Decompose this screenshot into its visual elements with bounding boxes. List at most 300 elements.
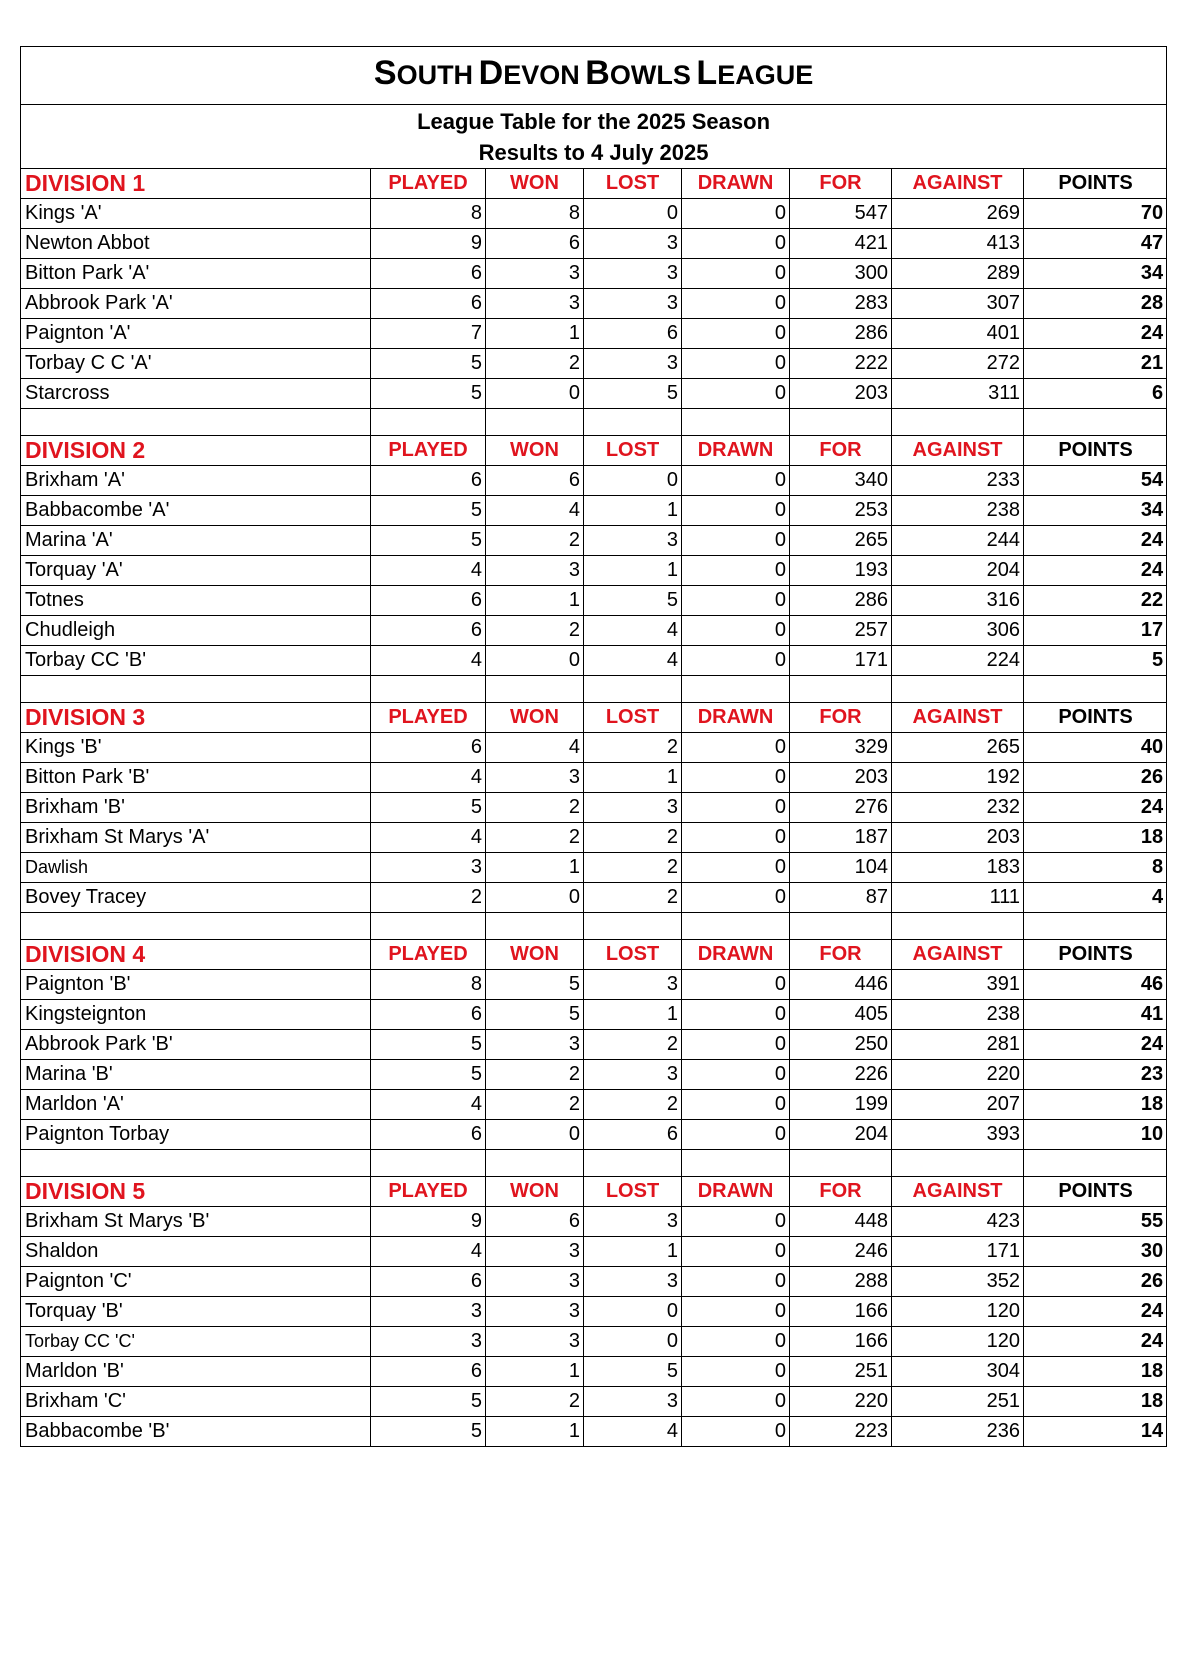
- team-name: Abbrook Park 'B': [21, 1030, 371, 1060]
- column-header-points: POINTS: [1024, 436, 1167, 466]
- column-header-against: AGAINST: [892, 940, 1024, 970]
- title-smallcaps: OWLS: [609, 60, 691, 90]
- cell-points: 18: [1024, 1387, 1167, 1417]
- cell-against: 204: [892, 556, 1024, 586]
- team-name: Brixham 'A': [21, 466, 371, 496]
- table-row: [21, 970, 1167, 1000]
- column-header-for: FOR: [790, 940, 892, 970]
- cell-drawn: 0: [682, 646, 790, 676]
- cell-against: 413: [892, 229, 1024, 259]
- cell-points: 41: [1024, 1000, 1167, 1030]
- cell-against: 304: [892, 1357, 1024, 1387]
- spacer-cell: [486, 1150, 584, 1177]
- column-header-for: FOR: [790, 703, 892, 733]
- cell-played: 6: [371, 1120, 486, 1150]
- cell-for: 104: [790, 853, 892, 883]
- cell-won: 3: [486, 1030, 584, 1060]
- spacer-cell: [892, 676, 1024, 703]
- table-row: [21, 349, 1167, 379]
- cell-drawn: 0: [682, 319, 790, 349]
- cell-points: 40: [1024, 733, 1167, 763]
- cell-against: 352: [892, 1267, 1024, 1297]
- cell-lost: 0: [584, 1297, 682, 1327]
- cell-against: 423: [892, 1207, 1024, 1237]
- cell-won: 1: [486, 586, 584, 616]
- cell-won: 2: [486, 1387, 584, 1417]
- cell-against: 192: [892, 763, 1024, 793]
- cell-lost: 1: [584, 1237, 682, 1267]
- cell-drawn: 0: [682, 1030, 790, 1060]
- table-row: [21, 1000, 1167, 1030]
- cell-for: 250: [790, 1030, 892, 1060]
- team-name: Torquay 'B': [21, 1297, 371, 1327]
- team-name: Torbay CC 'C': [21, 1327, 371, 1357]
- cell-drawn: 0: [682, 466, 790, 496]
- cell-points: 26: [1024, 1267, 1167, 1297]
- division-header-row: [21, 436, 1167, 466]
- cell-against: 251: [892, 1387, 1024, 1417]
- cell-drawn: 0: [682, 289, 790, 319]
- cell-drawn: 0: [682, 259, 790, 289]
- cell-won: 1: [486, 1417, 584, 1447]
- cell-against: 111: [892, 883, 1024, 913]
- table-row: [21, 1207, 1167, 1237]
- cell-points: 18: [1024, 1090, 1167, 1120]
- column-header-played: PLAYED: [371, 436, 486, 466]
- cell-for: 547: [790, 199, 892, 229]
- spacer-cell: [486, 913, 584, 940]
- results-date: Results to 4 July 2025: [21, 138, 1167, 169]
- cell-for: 446: [790, 970, 892, 1000]
- column-header-drawn: DRAWN: [682, 940, 790, 970]
- column-header-lost: LOST: [584, 169, 682, 199]
- cell-played: 3: [371, 1327, 486, 1357]
- cell-played: 4: [371, 763, 486, 793]
- cell-for: 405: [790, 1000, 892, 1030]
- cell-played: 8: [371, 199, 486, 229]
- cell-played: 6: [371, 1267, 486, 1297]
- spacer-cell: [1024, 676, 1167, 703]
- cell-played: 8: [371, 970, 486, 1000]
- cell-drawn: 0: [682, 586, 790, 616]
- cell-played: 6: [371, 586, 486, 616]
- cell-played: 4: [371, 646, 486, 676]
- league-table: [20, 46, 1167, 1447]
- cell-played: 5: [371, 349, 486, 379]
- cell-played: 5: [371, 1417, 486, 1447]
- cell-drawn: 0: [682, 1120, 790, 1150]
- cell-lost: 0: [584, 1327, 682, 1357]
- cell-played: 6: [371, 259, 486, 289]
- cell-lost: 4: [584, 616, 682, 646]
- cell-drawn: 0: [682, 1237, 790, 1267]
- column-header-drawn: DRAWN: [682, 169, 790, 199]
- division-name: DIVISION 3: [21, 703, 371, 733]
- cell-points: 24: [1024, 1030, 1167, 1060]
- spacer-cell: [21, 913, 371, 940]
- cell-against: 224: [892, 646, 1024, 676]
- cell-lost: 3: [584, 970, 682, 1000]
- team-name: Marldon 'B': [21, 1357, 371, 1387]
- cell-drawn: 0: [682, 379, 790, 409]
- spacer-cell: [790, 409, 892, 436]
- cell-against: 393: [892, 1120, 1024, 1150]
- column-header-points: POINTS: [1024, 1177, 1167, 1207]
- cell-points: 55: [1024, 1207, 1167, 1237]
- column-header-played: PLAYED: [371, 1177, 486, 1207]
- cell-played: 6: [371, 733, 486, 763]
- column-header-for: FOR: [790, 1177, 892, 1207]
- title-initial: B: [585, 54, 610, 92]
- cell-points: 23: [1024, 1060, 1167, 1090]
- cell-drawn: 0: [682, 616, 790, 646]
- cell-played: 3: [371, 853, 486, 883]
- column-header-drawn: DRAWN: [682, 1177, 790, 1207]
- cell-drawn: 0: [682, 823, 790, 853]
- cell-points: 24: [1024, 1297, 1167, 1327]
- cell-for: 329: [790, 733, 892, 763]
- cell-against: 120: [892, 1327, 1024, 1357]
- cell-played: 4: [371, 1090, 486, 1120]
- cell-for: 226: [790, 1060, 892, 1090]
- cell-against: 236: [892, 1417, 1024, 1447]
- column-header-won: WON: [486, 940, 584, 970]
- division-header-row: [21, 940, 1167, 970]
- cell-lost: 5: [584, 586, 682, 616]
- cell-lost: 2: [584, 853, 682, 883]
- cell-lost: 1: [584, 1000, 682, 1030]
- cell-against: 207: [892, 1090, 1024, 1120]
- cell-won: 2: [486, 1060, 584, 1090]
- cell-won: 8: [486, 199, 584, 229]
- cell-won: 3: [486, 1327, 584, 1357]
- cell-drawn: 0: [682, 1267, 790, 1297]
- table-row: [21, 379, 1167, 409]
- table-row: [21, 883, 1167, 913]
- column-header-lost: LOST: [584, 703, 682, 733]
- team-name: Abbrook Park 'A': [21, 289, 371, 319]
- league-sheet: [20, 46, 1166, 1447]
- spacer-cell: [682, 676, 790, 703]
- cell-won: 0: [486, 1120, 584, 1150]
- cell-for: 286: [790, 319, 892, 349]
- table-row: [21, 229, 1167, 259]
- column-header-against: AGAINST: [892, 169, 1024, 199]
- cell-points: 46: [1024, 970, 1167, 1000]
- division-header-row: [21, 703, 1167, 733]
- cell-drawn: 0: [682, 1417, 790, 1447]
- column-header-played: PLAYED: [371, 703, 486, 733]
- team-name: Paignton Torbay: [21, 1120, 371, 1150]
- cell-won: 1: [486, 853, 584, 883]
- cell-for: 220: [790, 1387, 892, 1417]
- column-header-against: AGAINST: [892, 703, 1024, 733]
- cell-drawn: 0: [682, 970, 790, 1000]
- cell-lost: 1: [584, 556, 682, 586]
- cell-points: 24: [1024, 319, 1167, 349]
- cell-played: 5: [371, 793, 486, 823]
- cell-against: 391: [892, 970, 1024, 1000]
- cell-lost: 4: [584, 646, 682, 676]
- spacer-cell: [1024, 1150, 1167, 1177]
- team-name: Newton Abbot: [21, 229, 371, 259]
- spacer-row: [21, 676, 1167, 703]
- cell-points: 18: [1024, 823, 1167, 853]
- title-smallcaps: OUTH: [396, 60, 474, 90]
- team-name: Marldon 'A': [21, 1090, 371, 1120]
- cell-lost: 3: [584, 1267, 682, 1297]
- cell-lost: 4: [584, 1417, 682, 1447]
- cell-lost: 3: [584, 229, 682, 259]
- team-name: Dawlish: [21, 853, 371, 883]
- spacer-cell: [682, 913, 790, 940]
- table-row: [21, 853, 1167, 883]
- cell-against: 120: [892, 1297, 1024, 1327]
- column-header-won: WON: [486, 169, 584, 199]
- spacer-cell: [584, 913, 682, 940]
- cell-drawn: 0: [682, 1327, 790, 1357]
- column-header-drawn: DRAWN: [682, 436, 790, 466]
- table-row: [21, 1267, 1167, 1297]
- cell-drawn: 0: [682, 733, 790, 763]
- cell-drawn: 0: [682, 763, 790, 793]
- team-name: Kings 'A': [21, 199, 371, 229]
- cell-played: 4: [371, 823, 486, 853]
- spacer-row: [21, 409, 1167, 436]
- cell-lost: 3: [584, 259, 682, 289]
- team-name: Torbay C C 'A': [21, 349, 371, 379]
- team-name: Paignton 'C': [21, 1267, 371, 1297]
- cell-for: 340: [790, 466, 892, 496]
- cell-played: 3: [371, 1297, 486, 1327]
- cell-for: 257: [790, 616, 892, 646]
- cell-won: 4: [486, 496, 584, 526]
- cell-won: 6: [486, 1207, 584, 1237]
- team-name: Bitton Park 'B': [21, 763, 371, 793]
- table-row: [21, 199, 1167, 229]
- cell-lost: 6: [584, 319, 682, 349]
- cell-against: 232: [892, 793, 1024, 823]
- team-name: Paignton 'A': [21, 319, 371, 349]
- team-name: Torbay CC 'B': [21, 646, 371, 676]
- team-name: Marina 'A': [21, 526, 371, 556]
- cell-against: 233: [892, 466, 1024, 496]
- cell-lost: 3: [584, 289, 682, 319]
- table-row: [21, 496, 1167, 526]
- column-header-won: WON: [486, 703, 584, 733]
- spacer-cell: [21, 676, 371, 703]
- cell-for: 166: [790, 1297, 892, 1327]
- title-initial: D: [478, 54, 504, 92]
- column-header-against: AGAINST: [892, 1177, 1024, 1207]
- cell-played: 4: [371, 1237, 486, 1267]
- cell-against: 238: [892, 496, 1024, 526]
- column-header-lost: LOST: [584, 940, 682, 970]
- cell-played: 5: [371, 379, 486, 409]
- cell-won: 2: [486, 616, 584, 646]
- table-row: [21, 586, 1167, 616]
- cell-for: 171: [790, 646, 892, 676]
- cell-won: 6: [486, 229, 584, 259]
- cell-lost: 3: [584, 1207, 682, 1237]
- spacer-cell: [892, 913, 1024, 940]
- cell-points: 24: [1024, 793, 1167, 823]
- cell-won: 0: [486, 379, 584, 409]
- cell-won: 2: [486, 793, 584, 823]
- table-row: [21, 556, 1167, 586]
- cell-lost: 3: [584, 1387, 682, 1417]
- spacer-cell: [584, 409, 682, 436]
- spacer-cell: [790, 1150, 892, 1177]
- table-row: [21, 1030, 1167, 1060]
- cell-for: 193: [790, 556, 892, 586]
- spacer-cell: [892, 409, 1024, 436]
- cell-drawn: 0: [682, 853, 790, 883]
- cell-lost: 2: [584, 1090, 682, 1120]
- cell-drawn: 0: [682, 1387, 790, 1417]
- cell-played: 5: [371, 1030, 486, 1060]
- title-initial: S: [373, 54, 397, 92]
- spacer-cell: [371, 1150, 486, 1177]
- cell-played: 7: [371, 319, 486, 349]
- cell-points: 70: [1024, 199, 1167, 229]
- cell-played: 5: [371, 1387, 486, 1417]
- table-row: [21, 466, 1167, 496]
- table-row: [21, 763, 1167, 793]
- spacer-cell: [682, 1150, 790, 1177]
- cell-for: 199: [790, 1090, 892, 1120]
- cell-points: 26: [1024, 763, 1167, 793]
- table-row: [21, 793, 1167, 823]
- cell-drawn: 0: [682, 1090, 790, 1120]
- cell-drawn: 0: [682, 526, 790, 556]
- table-row: [21, 1090, 1167, 1120]
- cell-won: 5: [486, 1000, 584, 1030]
- cell-for: 223: [790, 1417, 892, 1447]
- cell-against: 220: [892, 1060, 1024, 1090]
- cell-won: 3: [486, 1267, 584, 1297]
- cell-points: 24: [1024, 556, 1167, 586]
- cell-for: 265: [790, 526, 892, 556]
- table-row: [21, 823, 1167, 853]
- division-name: DIVISION 5: [21, 1177, 371, 1207]
- cell-against: 171: [892, 1237, 1024, 1267]
- team-name: Bitton Park 'A': [21, 259, 371, 289]
- cell-against: 269: [892, 199, 1024, 229]
- spacer-cell: [1024, 409, 1167, 436]
- cell-points: 24: [1024, 526, 1167, 556]
- cell-for: 448: [790, 1207, 892, 1237]
- cell-lost: 3: [584, 349, 682, 379]
- table-row: [21, 259, 1167, 289]
- cell-against: 316: [892, 586, 1024, 616]
- cell-won: 4: [486, 733, 584, 763]
- cell-for: 246: [790, 1237, 892, 1267]
- season-subtitle: League Table for the 2025 Season: [21, 105, 1167, 139]
- table-row: [21, 1297, 1167, 1327]
- cell-played: 6: [371, 466, 486, 496]
- cell-points: 34: [1024, 259, 1167, 289]
- column-header-drawn: DRAWN: [682, 703, 790, 733]
- cell-for: 204: [790, 1120, 892, 1150]
- table-row: [21, 1327, 1167, 1357]
- cell-points: 17: [1024, 616, 1167, 646]
- team-name: Starcross: [21, 379, 371, 409]
- cell-lost: 3: [584, 793, 682, 823]
- table-row: [21, 1417, 1167, 1447]
- cell-drawn: 0: [682, 1000, 790, 1030]
- spacer-cell: [892, 1150, 1024, 1177]
- cell-against: 306: [892, 616, 1024, 646]
- cell-points: 54: [1024, 466, 1167, 496]
- team-name: Bovey Tracey: [21, 883, 371, 913]
- cell-drawn: 0: [682, 1207, 790, 1237]
- spacer-row: [21, 913, 1167, 940]
- column-header-points: POINTS: [1024, 703, 1167, 733]
- division-header-row: [21, 1177, 1167, 1207]
- cell-won: 0: [486, 883, 584, 913]
- spacer-cell: [790, 913, 892, 940]
- spacer-cell: [584, 676, 682, 703]
- cell-drawn: 0: [682, 496, 790, 526]
- cell-for: 251: [790, 1357, 892, 1387]
- cell-against: 307: [892, 289, 1024, 319]
- cell-points: 30: [1024, 1237, 1167, 1267]
- table-row: [21, 1357, 1167, 1387]
- cell-for: 187: [790, 823, 892, 853]
- cell-won: 0: [486, 646, 584, 676]
- cell-for: 300: [790, 259, 892, 289]
- cell-lost: 5: [584, 1357, 682, 1387]
- cell-won: 2: [486, 526, 584, 556]
- cell-for: 286: [790, 586, 892, 616]
- cell-for: 87: [790, 883, 892, 913]
- cell-lost: 2: [584, 883, 682, 913]
- cell-for: 253: [790, 496, 892, 526]
- team-name: Brixham 'B': [21, 793, 371, 823]
- cell-points: 34: [1024, 496, 1167, 526]
- team-name: Chudleigh: [21, 616, 371, 646]
- team-name: Torquay 'A': [21, 556, 371, 586]
- cell-for: 166: [790, 1327, 892, 1357]
- cell-drawn: 0: [682, 1357, 790, 1387]
- cell-won: 5: [486, 970, 584, 1000]
- cell-lost: 2: [584, 1030, 682, 1060]
- cell-won: 2: [486, 823, 584, 853]
- cell-for: 203: [790, 379, 892, 409]
- cell-won: 6: [486, 466, 584, 496]
- cell-lost: 3: [584, 1060, 682, 1090]
- column-header-points: POINTS: [1024, 940, 1167, 970]
- spacer-cell: [790, 676, 892, 703]
- cell-drawn: 0: [682, 793, 790, 823]
- spacer-cell: [1024, 913, 1167, 940]
- team-name: Brixham St Marys 'A': [21, 823, 371, 853]
- column-header-lost: LOST: [584, 436, 682, 466]
- cell-points: 8: [1024, 853, 1167, 883]
- spacer-cell: [371, 676, 486, 703]
- cell-points: 5: [1024, 646, 1167, 676]
- division-header-row: [21, 169, 1167, 199]
- cell-won: 3: [486, 1297, 584, 1327]
- spacer-cell: [21, 409, 371, 436]
- cell-against: 272: [892, 349, 1024, 379]
- cell-drawn: 0: [682, 229, 790, 259]
- team-name: Kings 'B': [21, 733, 371, 763]
- cell-played: 6: [371, 1000, 486, 1030]
- cell-drawn: 0: [682, 1297, 790, 1327]
- cell-for: 222: [790, 349, 892, 379]
